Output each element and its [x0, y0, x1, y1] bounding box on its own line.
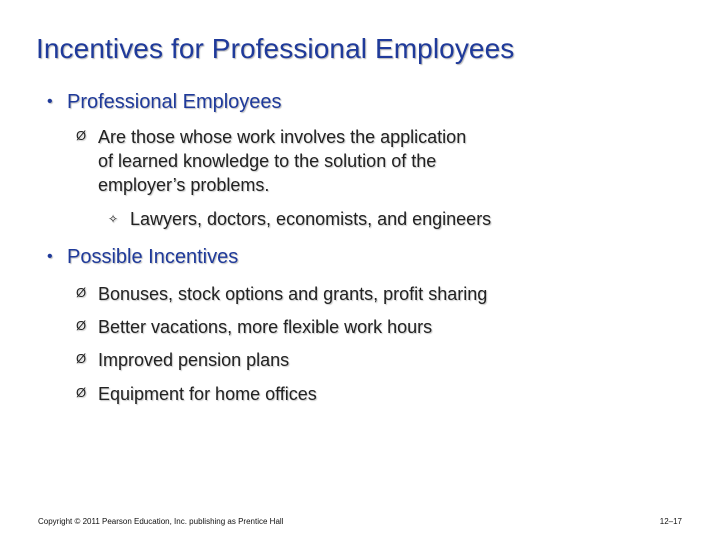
slide-title: Incentives for Professional Employees	[36, 33, 515, 64]
incentive-text: Bonuses, stock options and grants, profit sharing	[98, 284, 488, 304]
incentive-text: Better vacations, more flexible work hours	[98, 317, 433, 337]
arrow-bullet-icon: Ø	[76, 318, 87, 333]
arrow-bullet-icon: Ø	[76, 351, 87, 366]
footer-copyright: Copyright © 2011 Pearson Education, Inc. publishing as Prentice Hall	[38, 517, 284, 526]
incentive-text: Equipment for home offices	[98, 384, 317, 404]
arrow-bullet-icon: Ø	[76, 385, 87, 400]
footer-page-number: 12–17	[659, 517, 682, 526]
bullet-text: Professional Employees	[67, 91, 282, 113]
definition-line-3: employer’s problems.	[98, 175, 270, 195]
definition-line-1: Are those whose work involves the application	[98, 127, 467, 147]
definition-line-2: of learned knowledge to the solution of the	[98, 151, 437, 171]
examples-text: Lawyers, doctors, economists, and engineers	[130, 209, 492, 229]
arrow-bullet-icon: Ø	[76, 285, 87, 300]
diamond-bullet-icon: ✧	[108, 212, 119, 226]
arrow-bullet-icon: Ø	[76, 128, 87, 143]
bullet-text: Possible Incentives	[67, 246, 239, 268]
incentive-text: Improved pension plans	[98, 350, 290, 370]
bullet-marker: •	[47, 248, 53, 265]
bullet-marker: •	[47, 93, 53, 110]
